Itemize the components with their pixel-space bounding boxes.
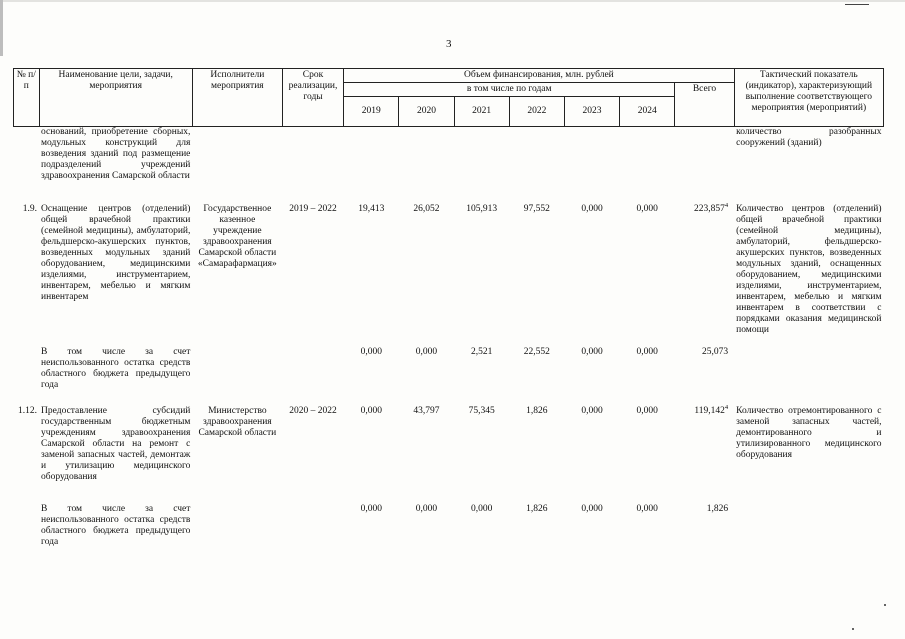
row-num — [14, 504, 40, 564]
row-num — [14, 127, 40, 204]
row-value — [564, 127, 619, 204]
row-total-value: 1,826 — [706, 503, 729, 514]
header-year: 2020 — [399, 97, 454, 127]
row-total-note: 4 — [724, 403, 729, 411]
row-value — [344, 127, 399, 204]
row-indicator: Количество центров (отделений) общей врачебной практики (семейной медицины), амбулаторий, фельдшерско-акушерских пунктов, возведенных модульных зданий, оснащенных оборудованием, медицинскими изделиями, инструментарием, инвентарем, мебелью и мягким инвентарем в соответствии с порядками оказания медицинской помощи — [736, 203, 882, 335]
header-indicator: Тактический показатель (индикатор), характеризующий выполнение соответствующего мероприятия (мероприятий) — [734, 69, 883, 127]
row-indicator: количество разобранных сооружений (зданий) — [736, 127, 882, 148]
row-value: 0,000 — [470, 503, 493, 514]
row-value: 105,913 — [466, 203, 498, 214]
row-name: В том числе за счет неиспользованного остатка средств областного бюджета предыдущего года — [41, 503, 191, 547]
scan-mark — [845, 4, 869, 5]
row-total — [675, 347, 734, 406]
row-value: 0,000 — [636, 405, 658, 416]
header-period: Срок реализации, годы — [282, 69, 343, 127]
row-value: 19,413 — [358, 203, 385, 214]
header-year: 2019 — [344, 97, 399, 127]
row-indicator — [734, 504, 883, 564]
scan-edge-top — [0, 0, 905, 2]
row-num: 1.12. — [18, 405, 38, 416]
row-name: В том числе за счет неиспользованного остатка средств областного бюджета предыдущего года — [41, 346, 191, 390]
row-indicator — [734, 347, 883, 406]
row-num — [14, 347, 40, 406]
table-header — [14, 69, 884, 127]
table-row — [14, 347, 884, 406]
row-value: 22,552 — [523, 346, 550, 357]
row-value — [454, 127, 509, 204]
header-num: № п/п — [14, 69, 40, 127]
row-value: 1,826 — [526, 405, 548, 416]
row-total-value: 223,857 — [694, 203, 725, 214]
scan-edge-left — [0, 0, 3, 56]
row-value: 0,000 — [415, 346, 438, 357]
header-year: 2024 — [620, 97, 675, 127]
row-executor: Министерство здравоохранения Самарской области — [198, 405, 277, 438]
header-total: Всего — [675, 83, 734, 127]
row-total — [675, 127, 734, 204]
header-name: Наименование цели, задачи, мероприятия — [39, 69, 192, 127]
header-year: 2023 — [564, 97, 619, 127]
row-value: 97,552 — [523, 203, 550, 214]
row-value: 0,000 — [360, 405, 382, 416]
table-row — [14, 204, 884, 347]
financing-table — [13, 68, 884, 564]
row-value: 26,052 — [413, 203, 440, 214]
row-value: 75,345 — [468, 405, 495, 416]
row-name: оснований, приобретение сборных, модульных конструкций для возведения зданий под размещение подразделений учреждений здравоохранения Самарской области — [41, 127, 191, 181]
row-total-value: 25,073 — [702, 346, 729, 357]
scan-speck — [884, 604, 886, 606]
row-total — [675, 504, 734, 564]
row-value: 0,000 — [415, 503, 438, 514]
row-value: 0,000 — [636, 503, 658, 514]
row-period — [282, 504, 343, 564]
row-executor — [192, 504, 282, 564]
row-period — [282, 347, 343, 406]
row-value: 0,000 — [581, 405, 603, 416]
table-body — [14, 127, 884, 564]
header-year: 2021 — [454, 97, 509, 127]
row-executor: Государственное казенное учреждение здравоохранения Самарской области «Самарафармация» — [197, 203, 277, 269]
row-total-note: 4 — [724, 201, 729, 209]
row-value: 0,000 — [581, 346, 603, 357]
row-value: 0,000 — [360, 503, 382, 514]
row-value: 0,000 — [360, 346, 382, 357]
row-executor — [192, 127, 282, 204]
row-value: 43,797 — [413, 405, 440, 416]
header-by-years: в том числе по годам — [344, 83, 675, 97]
scan-speck — [852, 628, 854, 630]
row-value: 1,826 — [526, 503, 548, 514]
row-value: 0,000 — [581, 203, 603, 214]
row-total-value: 119,142 — [694, 405, 725, 416]
row-name: Оснащение центров (отделений) общей врачебной практики (семейной медицины), амбулаторий, фельдшерско-акушерских пунктов, возведенных модульных зданий оборудованием, медицинскими изделиями, инструментарием, инвентарем, мебелью и мягким инвентарем — [41, 203, 191, 302]
row-value — [399, 127, 454, 204]
row-name: Предоставление субсидий государственным бюджетным учреждениям здравоохранения Самарской области на ремонт с заменой запасных частей, демонтаж и утилизацию медицинского оборудования — [41, 405, 191, 482]
table-row — [14, 127, 884, 204]
row-num: 1.9. — [22, 203, 38, 214]
row-indicator: Количество отремонтированного с заменой запасных частей, демонтированного и утилизированного медицинского оборудования — [736, 405, 882, 460]
row-period: 2020 – 2022 — [289, 405, 337, 416]
header-year: 2022 — [509, 97, 564, 127]
row-value: 0,000 — [636, 346, 658, 357]
row-executor — [192, 347, 282, 406]
row-total — [675, 403, 734, 504]
row-value — [620, 127, 675, 204]
table-row — [14, 406, 884, 504]
row-value — [509, 127, 564, 204]
row-period: 2019 – 2022 — [289, 203, 337, 214]
row-period — [282, 127, 343, 204]
header-funding: Объем финансирования, млн. рублей — [344, 69, 735, 83]
page-number: 3 — [446, 38, 452, 50]
row-value: 0,000 — [581, 503, 603, 514]
row-value: 2,521 — [470, 346, 493, 357]
table-row — [14, 504, 884, 564]
row-total — [675, 201, 734, 347]
row-value: 0,000 — [636, 203, 658, 214]
header-executors: Исполнители мероприятия — [192, 69, 282, 127]
